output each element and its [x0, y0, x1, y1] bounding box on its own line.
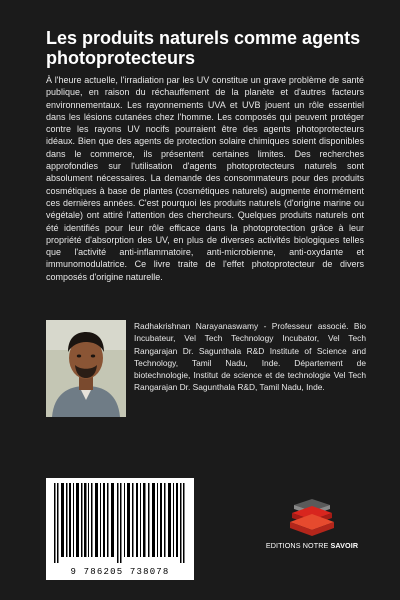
back-cover-blurb: À l'heure actuelle, l'irradiation par les UV constitue un grave problème de santé publique, en raison du réchauffement de la planète et d'autres facteurs environnementaux. Les rayonnements UVA et UVB jouent un rôle essentiel dans les lésions cutanées chez l'homme. Les composés qui peuvent protéger contre les rayons UV nocifs pourraient être des agents photoprotecteurs idéaux. Bien que des agents de protection solaire chimiques soient disponibles dans le commerce, ils présentent certaines limites. Des recherches approfondies sur l'utilisation d'agents photoprotecteurs naturels sont absolument nécessaires. La demande des consommateurs pour des produits cosmétiques à base de plantes (cosmétiques naturels) augmente énormément ces dernières années. C'est pourquoi les produits naturels (d'origine marine ou végétale) ont attiré l'attention des chercheurs. Quelques produits naturels ont été identifiés pour leur rôle efficace dans la photoprotection grâce à leur propriété d'absorption des UV, en plus de diverses activités biologiques telles que l'activité anti-inflammatoire, anti-microbienne, anti-oxydante et immunomodulatrice. Ce livre traite de l'effet photoprotecteur de divers composés d'origine naturelle.	[46, 75, 364, 282]
author-photo	[46, 320, 126, 417]
publisher-name-prefix: EDITIONS NOTRE	[265, 541, 329, 550]
publisher-logo	[262, 497, 362, 557]
author-portrait-icon	[46, 320, 126, 417]
book-title: Les produits naturels comme agents photoprotecteurs	[46, 28, 361, 68]
barcode	[46, 478, 194, 580]
author-bio: Radhakrishnan Narayanaswamy - Professeur associé. Bio Incubateur, Vel Tech Technology Incubator, Vel Tech Rangarajan Dr. Sagunthala R&D Institute of Science and Technology, Tamil Nadu, Inde. Département de biotechnologie, Institut de science et de technologie Vel Tech Rangarajan Dr. Sagunthala R&D, Tamil Nadu, Inde.	[134, 321, 366, 393]
barcode-icon	[52, 483, 188, 563]
isbn-number: 9 786205 738078	[70, 567, 170, 577]
stacked-books-icon	[262, 497, 362, 539]
publisher-name-suffix: SAVOIR	[330, 541, 359, 550]
publisher-name	[262, 541, 362, 550]
